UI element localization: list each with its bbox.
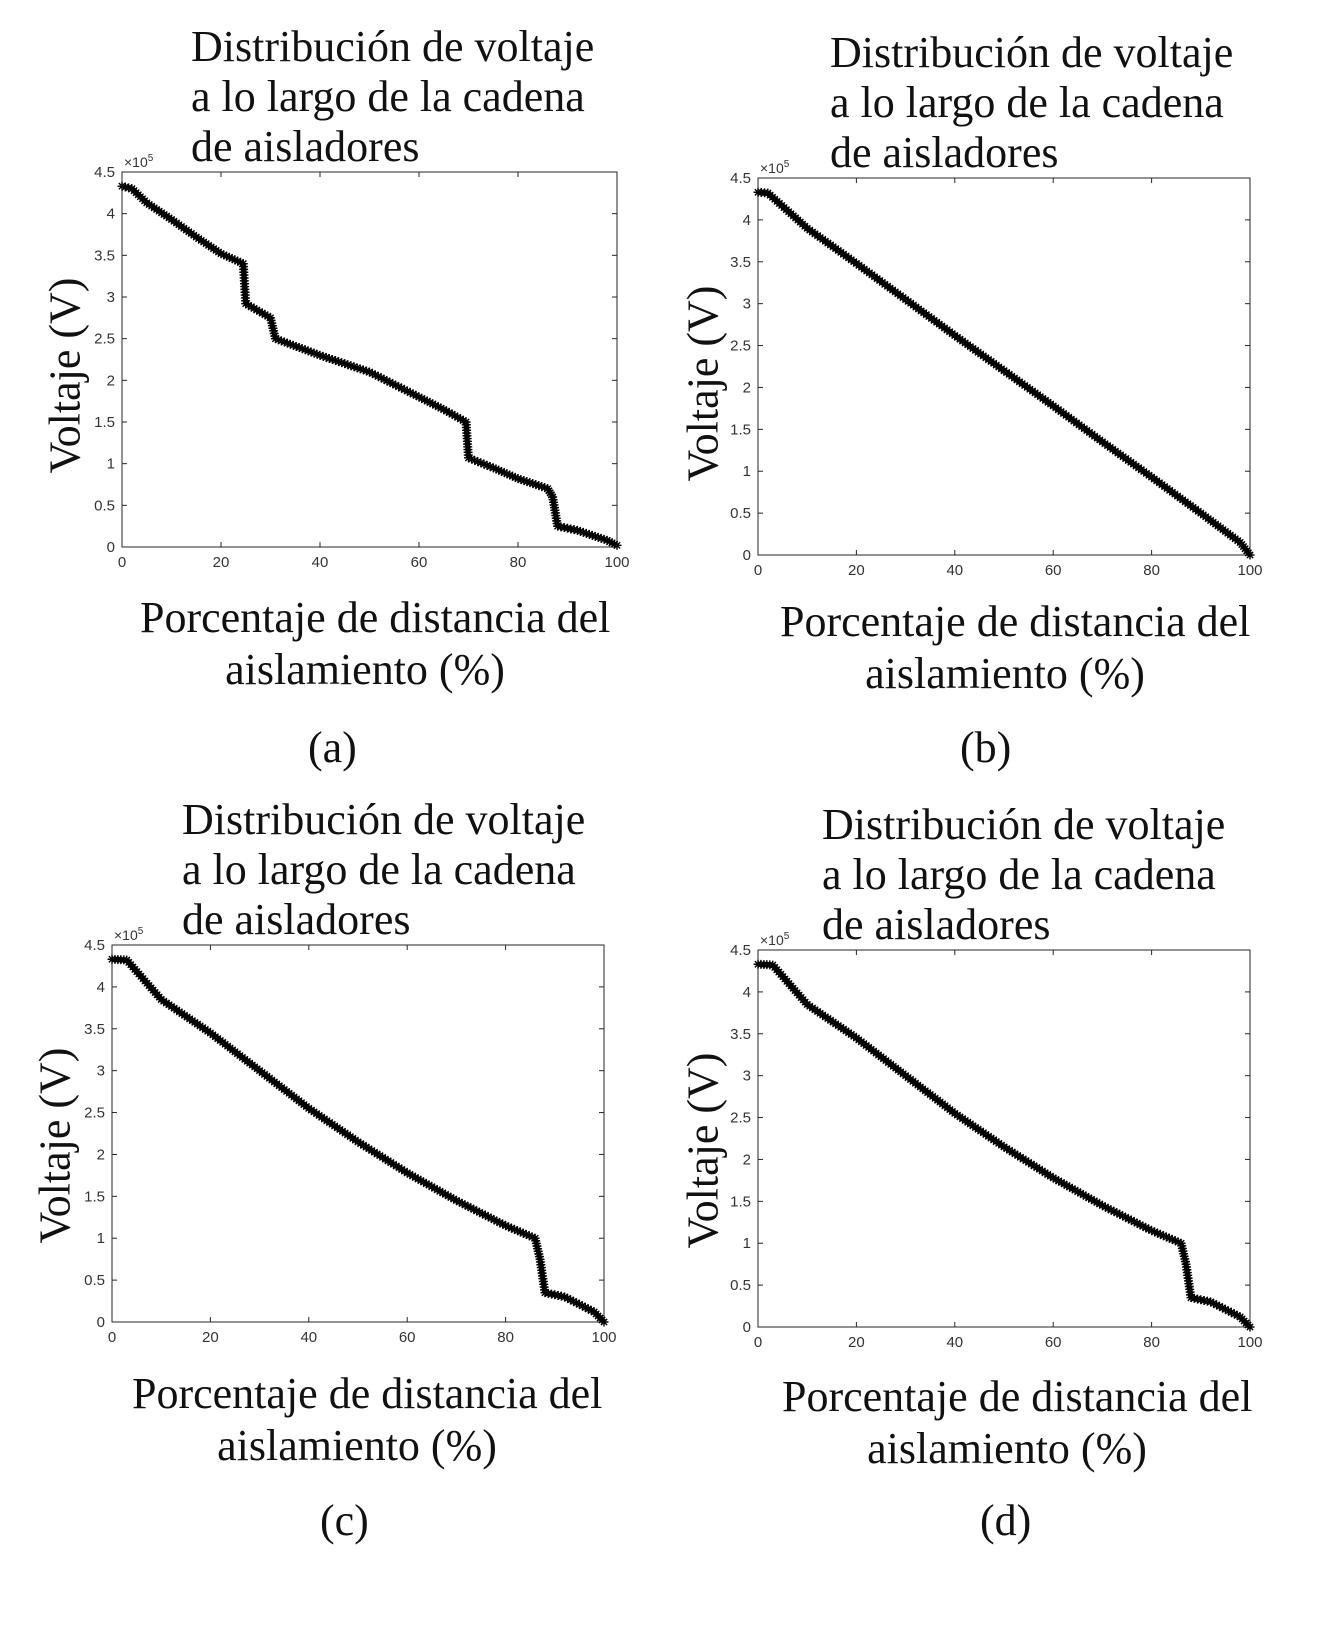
y-axis-label: Voltaje (V): [678, 1052, 728, 1249]
x-tick-label: 40: [946, 1334, 964, 1351]
data-point: [1246, 551, 1255, 560]
y-tick-label: 0: [96, 1314, 105, 1331]
chart-panel-b: [640, 0, 1290, 810]
y-tick-label: 0: [106, 539, 115, 556]
x-axis-label: [140, 592, 611, 696]
chart-title-line-3: de aisladores: [822, 900, 1051, 949]
y-tick-label: 3: [742, 295, 751, 313]
y-tick-label: 4: [96, 978, 105, 996]
x-axis-label-line-2: aislamiento (%): [217, 1421, 497, 1470]
y-tick-label: 1: [106, 455, 115, 473]
chart-title-line-1: Distribución de voltaje: [822, 800, 1226, 849]
x-tick-label: 20: [848, 1334, 865, 1351]
x-tick-label: 40: [300, 1329, 318, 1346]
y-exponent-power: 5: [783, 159, 790, 170]
y-tick-label: 1.5: [730, 1193, 751, 1211]
y-tick-label: 4: [106, 205, 115, 223]
x-axis-label: [782, 1371, 1253, 1475]
x-tick-label: 40: [311, 554, 329, 571]
chart-title-line-1: Distribución de voltaje: [191, 22, 595, 71]
chart-title-line-3: de aisladores: [191, 122, 420, 171]
x-tick-label: 100: [591, 1329, 617, 1346]
chart-panel-c: [0, 795, 650, 1605]
x-axis-label-line-1: Porcentaje de distancia del: [780, 597, 1251, 646]
y-tick-label: 1: [742, 463, 751, 481]
plot-frame: [112, 945, 604, 1322]
data-point: [600, 1318, 609, 1327]
y-tick-label: 2.5: [84, 1104, 105, 1122]
panel-label-d: (d): [980, 1496, 1032, 1545]
y-tick-label: 2: [96, 1146, 105, 1164]
chart-title-line-2: a lo largo de la cadena: [830, 78, 1224, 127]
y-tick-label: 4.5: [94, 164, 115, 181]
y-tick-label: 0.5: [84, 1272, 105, 1290]
x-tick-label: 80: [1143, 1334, 1160, 1351]
y-axis-label: Voltaje (V): [30, 1047, 80, 1244]
x-axis-label-line-1: Porcentaje de distancia del: [140, 593, 611, 642]
x-axis-label-line-2: aislamiento (%): [865, 649, 1145, 698]
chart-title-line-2: a lo largo de la cadena: [822, 850, 1216, 899]
y-tick-label: 3.5: [94, 247, 115, 265]
x-tick-label: 60: [398, 1329, 416, 1346]
y-tick-label: 0.5: [730, 1277, 751, 1295]
x-tick-label: 100: [1237, 1334, 1263, 1351]
chart-title-line-2: a lo largo de la cadena: [182, 845, 576, 894]
plot-area-c: [0, 795, 650, 1605]
y-tick-label: 4: [742, 983, 751, 1001]
y-tick-label: 4.5: [84, 937, 105, 954]
y-tick-label: 3: [106, 289, 115, 306]
y-tick-label: 3.5: [730, 1025, 751, 1043]
x-tick-label: 0: [753, 562, 763, 579]
chart-title-line-3: de aisladores: [830, 128, 1059, 177]
y-tick-label: 1.5: [730, 421, 751, 439]
y-tick-label: 3: [742, 1067, 751, 1085]
x-tick-label: 20: [848, 562, 865, 579]
x-axis-label: [132, 1368, 603, 1472]
plot-frame: [122, 172, 617, 547]
y-axis-label: Voltaje (V): [40, 277, 90, 474]
y-axis-label: Voltaje (V): [678, 285, 728, 482]
x-axis-label-line-1: Porcentaje de distancia del: [132, 1369, 603, 1418]
y-tick-label: 2.5: [730, 1109, 751, 1127]
y-tick-label: 0: [742, 1319, 751, 1336]
x-axis-label: [780, 596, 1251, 700]
x-tick-label: 100: [604, 554, 630, 571]
x-axis-label-line-2: aislamiento (%): [225, 645, 505, 694]
x-tick-label: 0: [753, 1334, 763, 1351]
y-tick-label: 1: [96, 1230, 105, 1248]
panel-label-b: (b): [960, 723, 1012, 772]
x-tick-label: 60: [1044, 1334, 1062, 1351]
x-tick-label: 80: [509, 554, 527, 571]
y-tick-label: 3.5: [84, 1020, 105, 1038]
y-tick-label: 2: [742, 1151, 751, 1169]
chart-title-line-2: a lo largo de la cadena: [191, 72, 585, 121]
x-axis-label-line-1: Porcentaje de distancia del: [782, 1372, 1253, 1421]
x-tick-label: 80: [497, 1329, 514, 1346]
y-tick-label: 4.5: [730, 170, 751, 187]
x-tick-label: 20: [212, 554, 230, 571]
panel-label-c: (c): [320, 1496, 369, 1545]
y-tick-label: 0.5: [94, 497, 115, 515]
y-tick-label: 4: [742, 211, 751, 229]
y-exponent-label: $\times 10^5$: [760, 931, 790, 948]
y-tick-label: 3.5: [730, 253, 751, 271]
plot-frame: [758, 950, 1250, 1327]
y-exponent-label: $\times 10^5$: [760, 159, 790, 176]
y-tick-label: 2.5: [94, 330, 115, 348]
y-tick-label: 2: [106, 372, 115, 390]
chart-panel-d: [640, 795, 1290, 1605]
y-tick-label: 1.5: [94, 414, 115, 431]
chart-title-line-1: Distribución de voltaje: [830, 28, 1234, 77]
y-tick-label: 2.5: [730, 337, 751, 355]
x-tick-label: 60: [410, 554, 428, 571]
y-tick-label: 0: [742, 547, 751, 564]
chart-panel-a: [0, 0, 650, 810]
chart-title-line-1: Distribución de voltaje: [182, 795, 586, 844]
plot-area-d: [640, 795, 1290, 1605]
y-tick-label: 1: [742, 1235, 751, 1253]
panel-label-a: (a): [308, 723, 357, 772]
x-tick-label: 0: [117, 554, 127, 571]
x-tick-label: 100: [1237, 562, 1263, 579]
x-tick-label: 20: [202, 1329, 219, 1346]
y-tick-label: 2: [742, 379, 751, 397]
chart-title-line-3: de aisladores: [182, 895, 411, 944]
x-tick-label: 80: [1143, 562, 1160, 579]
y-tick-label: 4.5: [730, 942, 751, 959]
y-tick-label: 0.5: [730, 505, 751, 523]
y-exponent-label: $\times 10^5$: [114, 926, 144, 943]
x-tick-label: 0: [107, 1329, 117, 1346]
y-exponent-power: 5: [783, 931, 790, 942]
x-tick-label: 60: [1044, 562, 1062, 579]
y-tick-label: 3: [96, 1062, 105, 1080]
x-tick-label: 40: [946, 562, 964, 579]
y-exponent-power: 5: [147, 153, 154, 164]
y-exponent-label: $\times 10^5$: [124, 153, 154, 170]
y-exponent-power: 5: [137, 926, 144, 937]
x-axis-label-line-2: aislamiento (%): [867, 1424, 1147, 1473]
data-point: [1246, 1323, 1255, 1332]
y-tick-label: 1.5: [84, 1188, 105, 1206]
